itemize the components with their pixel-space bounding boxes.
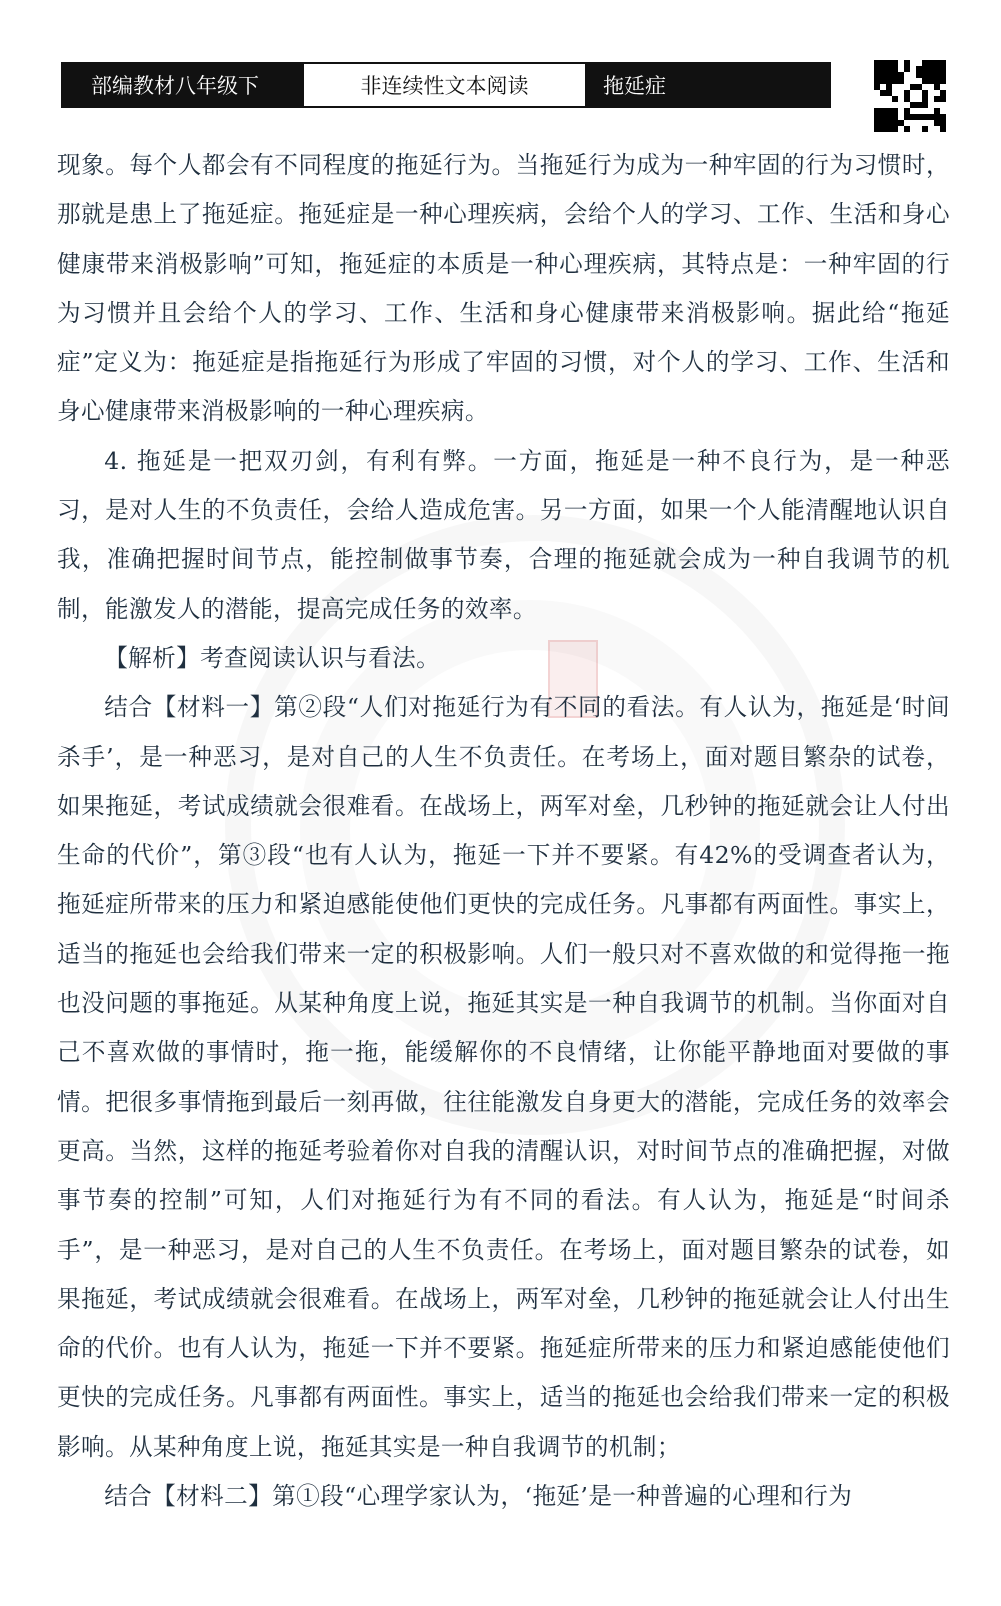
paragraph-4: 结合【材料一】第②段“人们对拖延行为有不同的看法。有人认为，拖延是‘时间杀手’，是一种恶习，是对自己的人生不负责任。在考场上，面对题目繁杂的试卷，如果拖延，考试成绩就会很难看。在战场上，两军对垒，几秒钟的拖延就会让人付出生命的代价”，第③段“也有人认为，拖延一下并不要紧。有42%的受调查者认为，拖延症所带来的压力和紧迫感能使他们更快的完成任务。凡事都有两面性。事实上，适当的拖延也会给我们带来一定的积极影响。人们一般只对不喜欢做的和觉得拖一拖也没问题的事拖延。从某种角度上说，拖延其实是一种自我调节的机制。当你面对自己不喜欢做的事情时，拖一拖，能缓解你的不良情绪，让你能平静地面对要做的事情。把很多事情拖到最后一刻再做，往往能激发自身更大的潜能，完成任务的效率会更高。当然，这样的拖延考验着你对自我的清醒认识，对时间节点的准确把握，对做事节奏的控制”可知，人们对拖延行为有不同的看法。有人认为，拖延是“时间杀手”，是一种恶习，是对自己的人生不负责任。在考场上，面对题目繁杂的试卷，如果拖延，考试成绩就会很难看。在战场上，两军对垒，几秒钟的拖延就会让人付出生命的代价。也有人认为，拖延一下并不要紧。拖延症所带来的压力和紧迫感能使他们更快的完成任务。凡事都有两面性。事实上，适当的拖延也会给我们带来一定的积极影响。从某种角度上说，拖延其实是一种自我调节的机制；	[57, 693, 950, 1461]
paragraph-2: 4. 拖延是一把双刃剑，有利有弊。一方面，拖延是一种不良行为，是一种恶习，是对人生的不负责任，会给人造成危害。另一方面，如果一个人能清醒地认识自我，准确把握时间节点，能控制做事节奏，合理的拖延就会成为一种自我调节的机制，能激发人的潜能，提高完成任务的效率。	[57, 446, 950, 623]
document-body	[57, 141, 950, 1521]
header-grade: 部编教材八年级下	[63, 64, 302, 106]
qr-code-icon	[874, 60, 946, 132]
header-category: 非连续性文本阅读	[302, 64, 587, 106]
paragraph-analysis: 【解析】考查阅读认识与看法。	[104, 643, 441, 672]
paragraph-5: 结合【材料二】第①段“心理学家认为，‘拖延’是一种普遍的心理和行为	[104, 1482, 853, 1511]
header-bar	[61, 62, 831, 108]
paragraph-1: 现象。每个人都会有不同程度的拖延行为。当拖延行为成为一种牢固的行为习惯时，那就是患上了拖延症。拖延症是一种心理疾病，会给个人的学习、工作、生活和身心健康带来消极影响”可知，拖延症的本质是一种心理疾病，其特点是：一种牢固的行为习惯并且会给个人的学习、工作、生活和身心健康带来消极影响。据此给“拖延症”定义为：拖延症是指拖延行为形成了牢固的习惯，对个人的学习、工作、生活和身心健康带来消极影响的一种心理疾病。	[57, 151, 950, 426]
header-topic: 拖延症	[587, 64, 829, 106]
